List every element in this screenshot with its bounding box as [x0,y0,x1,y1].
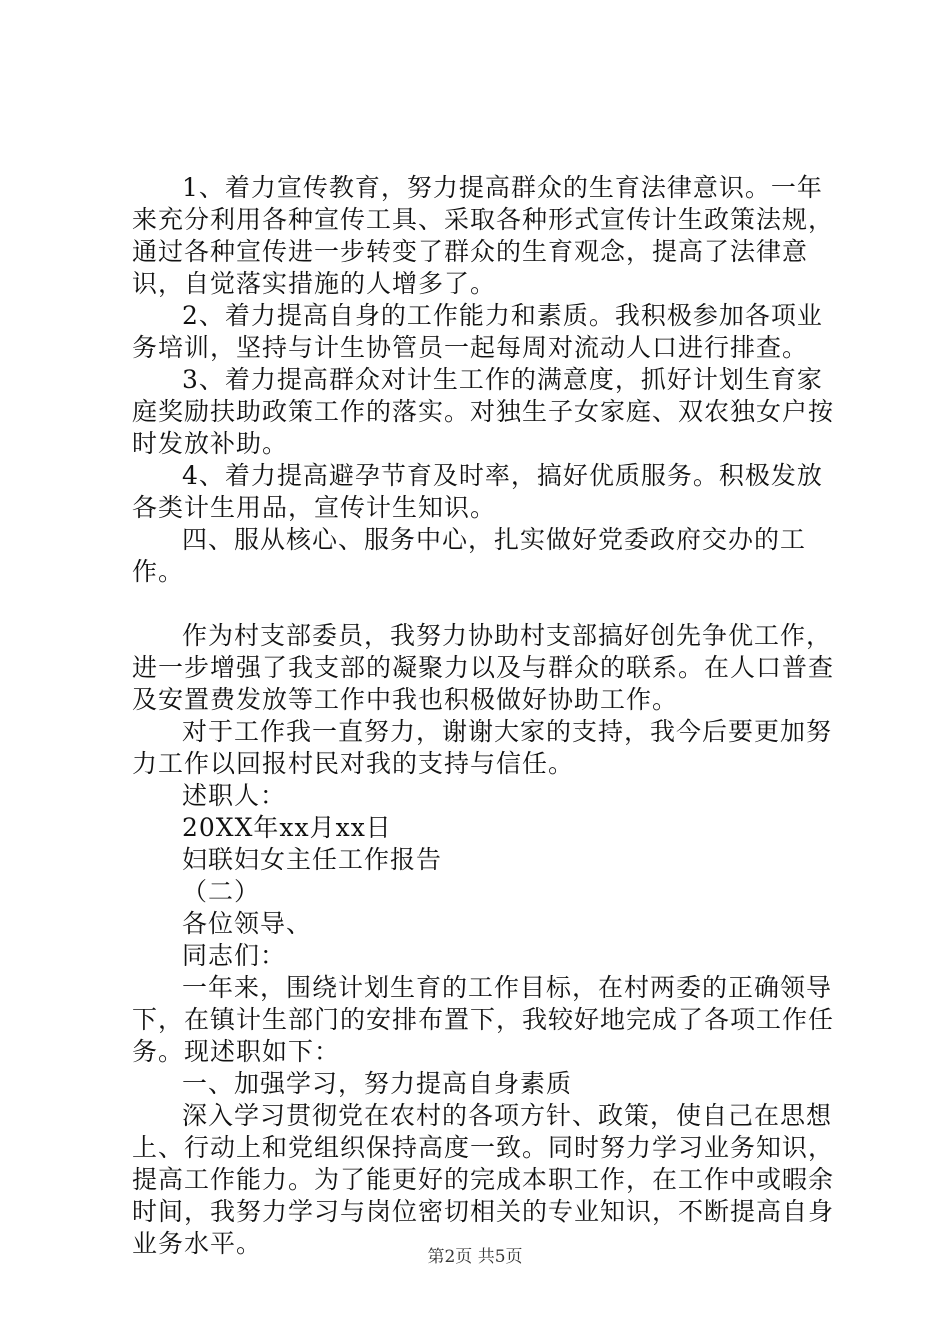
paragraph-thanks: 对于工作我一直努力，谢谢大家的支持，我今后要更加努力工作以回报村民对我的支持与信任。 [132,717,833,778]
paragraph-item-3: 3、着力提高群众对计生工作的满意度，抓好计划生育家庭奖励扶助政策工作的落实。对独生子女家庭、双农独女户按时发放补助。 [132,365,835,458]
paragraph-intro: 一年来，围绕计划生育的工作目标，在村两委的正确领导下，在镇计生部门的安排布置下，我较好地完成了各项工作任务。现述职如下： [132,973,835,1066]
paragraph-study: 深入学习贯彻党在农村的各项方针、政策，使自己在思想上、行动上和党组织保持高度一致。同时努力学习业务知识，提高工作能力。为了能更好的完成本职工作，在工作中或暇余时间，我努力学习与岗位密切相关的专业知识，不断提高自身业务水平。 [132,1101,835,1258]
salutation-leaders: 各位领导、 [182,909,313,938]
salutation-comrades: 同志们： [182,941,287,970]
report-subtitle: （二） [182,877,261,906]
paragraph-committee: 作为村支部委员，我努力协助村支部搞好创先争优工作，进一步增强了我支部的凝聚力以及与群众的联系。在人口普查及安置费发放等工作中我也积极做好协助工作。 [132,621,835,714]
report-date: 20XX年xx月xx日 [182,813,392,842]
paragraph-item-1: 1、着力宣传教育，努力提高群众的生育法律意识。一年来充分利用各种宣传工具、采取各种形式宣传计生政策法规，通过各种宣传进一步转变了群众的生育观念，提高了法律意识，自觉落实措施的人增多了。 [132,173,835,298]
paragraph-item-4: 4、着力提高避孕节育及时率，搞好优质服务。积极发放各类计生用品，宣传计生知识。 [132,461,823,522]
paragraph-item-2: 2、着力提高自身的工作能力和素质。我积极参加各项业务培训，坚持与计生协管员一起每周对流动人口进行排查。 [132,301,823,362]
section-heading-one: 一、加强学习，努力提高自身素质 [182,1069,573,1098]
page-footer: 第2页 共5页 [427,1247,523,1267]
report-title: 妇联妇女主任工作报告 [182,845,443,874]
document-body [132,172,842,1260]
reporter-label: 述职人： [182,781,287,810]
section-heading-four: 四、服从核心、服务中心，扎实做好党委政府交办的工作。 [132,525,807,586]
paragraph-gap [132,588,842,620]
